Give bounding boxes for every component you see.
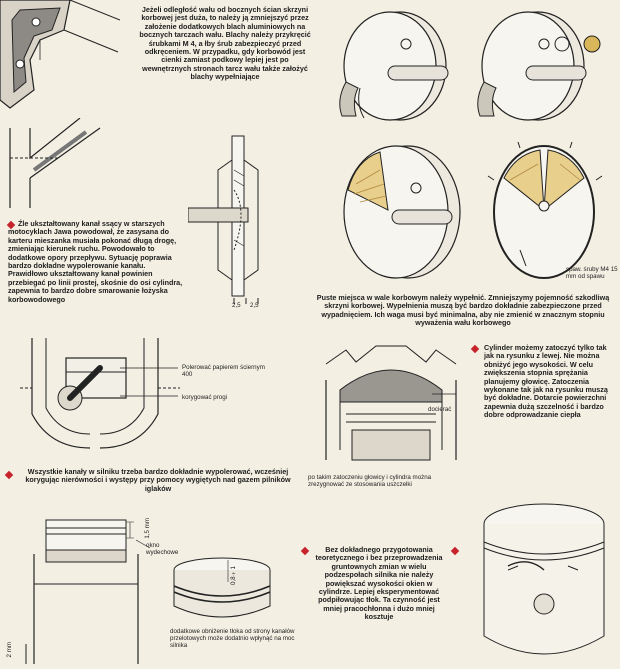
- cylinder-ports-figure: [10, 328, 280, 460]
- bullet-polish: [5, 471, 13, 479]
- dim-label-a: 2,5: [232, 302, 241, 309]
- correct-steps-label: korygować progi: [182, 394, 228, 401]
- fill-text: Puste miejsca w wale korbowym należy wypełnić. Zmniejszymy pojemność szkodliwą skrzyni korbowej. Wypełnienia muszą być bardzo dokładnie zabezpieczone przed wypadnięciem. Ich waga musi być minimalna, aby nie zmienić w znacznym stopniu wyważenia wału korbowego: [316, 293, 610, 328]
- crankshaft-disc-2: [474, 4, 620, 124]
- piston-perspective-figure: [468, 496, 620, 669]
- piston-cut-text: dodatkowe obniżenie tłoka od strony kanałów przelotowych może dodatnio wpłynąć na moc silnika: [170, 628, 295, 650]
- polish-label: Polerować papierem ściernym 400: [182, 364, 265, 378]
- dim-label-b: 2,5: [250, 302, 259, 309]
- window-text: Bez dokładnego przygotowania teoretycznego i bez przeprowadzenia gruntownych zmian w wielu podzespołach silnika nie należy powiększać wysokości okien w cylindrze. Lepiej eksperymentować podpiłowując tłok. Ta czynność jest mniej pracochłonna i dużo mniej kosztuje: [315, 545, 443, 622]
- channel-text: Źle ukształtowany kanał ssący w starszych motocyklach Jawa powodował, że zasysana do karteru mieszanka musiała pokonać długą drogę, zmieniając kierunek ruchu. Powodowało to dodatkowe opory przepływu. Sytuację poprawia bardzo dokładne wypolerowanie kanału. Prawidłowo ukształtowany kanał powinien przebiegać po linii prostej, skośnie do osi cylindra, zapewnia to bardzo dobre smarowanie łożyska korbowodowego: [8, 219, 183, 304]
- bullet-window-right: [451, 547, 459, 555]
- bullet-cylinder: [471, 345, 479, 353]
- bullet-window-left: [301, 547, 309, 555]
- piston-cut-figure: [168, 556, 278, 622]
- cylinder-head-section: [316, 340, 466, 466]
- intro-text: Jeżeli odległość wału od bocznych ścian skrzyni korbowej jest duża, to należy ją zmniejszyć przez założenie dodatkowych blach aluminiowych na bocznych tarczach wału. Blachy należy przykręcić śrubkami M 4, a łby śrub zabezpieczyć przed odkręceniem. W przypadku, gdy korbowód jest cienki zamiast podkowy lepiej jest po wewnętrznych stronach tarcz wału także założyć blachy wypełniające: [139, 5, 311, 82]
- dim-1-5mm: 1,5 mm: [144, 518, 151, 539]
- exhaust-port-label: okno wydechowe: [146, 542, 179, 556]
- crankshaft-section-figure: [188, 130, 288, 310]
- lapping-label: docierać: [428, 406, 452, 413]
- piston-window-figure: [6, 514, 179, 669]
- cylinder-text: Cylinder możemy zatoczyć tylko tak jak na rysunku z lewej. Nie można obniżyć jego wysokości. W celu zwiększenia stopnia sprężania planujemy głowicę. Zatoczenia wykonane tak jak na rysunku muszą być dokładne. Dotarcie powierzchni zapewnia dużą szczelność i bardzo dobre odprowadzanie ciepła: [484, 343, 608, 420]
- crankcase-corner-figure: [0, 0, 120, 112]
- polish-text: Wszystkie kanały w silniku trzeba bardzo dokładnie wypolerować, wcześniej korygując nierówności i występy przy pomocy wygiętych nad gazem pilników iglaków: [25, 467, 291, 493]
- gasket-text: po takim zatoczeniu głowicy i cylindra można zrezygnować ze stosowania uszczelki: [308, 474, 432, 489]
- crankshaft-disc-1: [326, 4, 466, 124]
- filled-crankshaft-1: [336, 140, 476, 290]
- dim-0-8: 0,8÷1: [230, 566, 237, 586]
- intake-channel-figure: [0, 118, 118, 214]
- weld-screw-label: spaw. śruby M4 15 mm od spawu: [566, 266, 618, 280]
- dim-2mm: 2 mm: [6, 642, 13, 658]
